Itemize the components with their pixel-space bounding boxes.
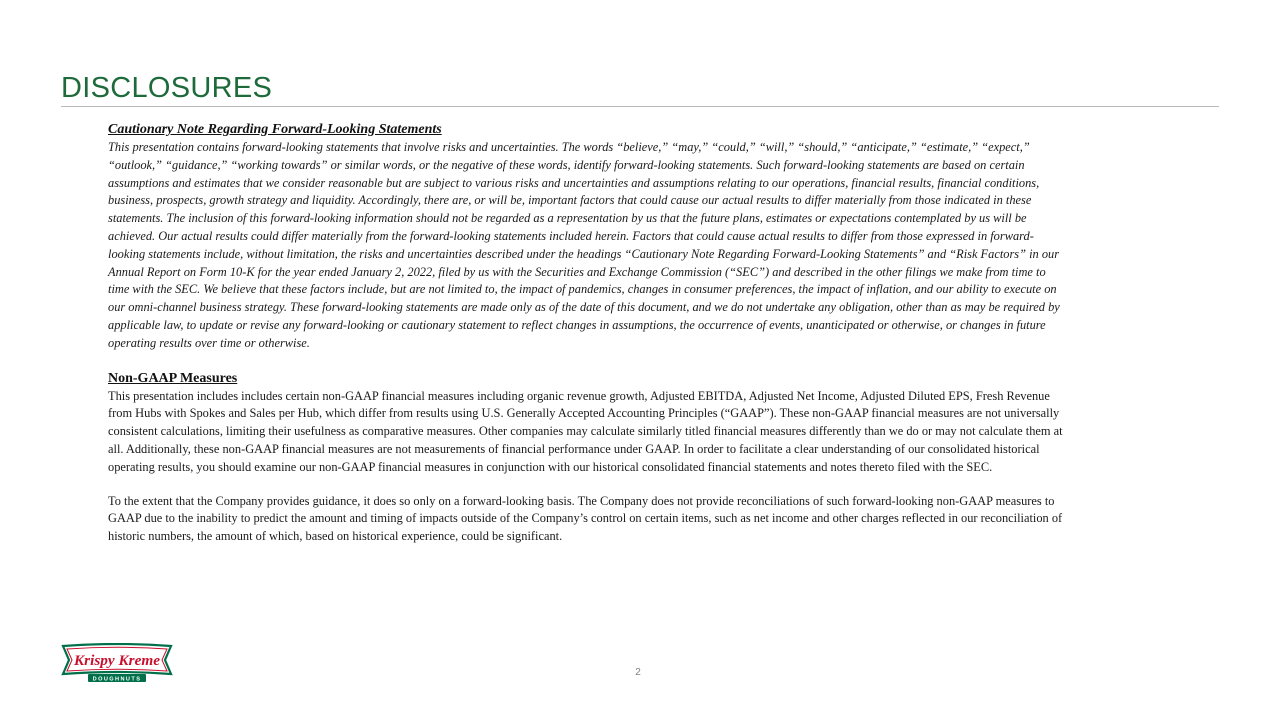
disclosures-content — [108, 121, 1068, 546]
guidance-body: To the extent that the Company provides guidance, it does so only on a forward-looking basis. The Company does not provide reconciliations of such forward-looking non-GAAP measures to GAAP due to the inability to predict the amount and timing of impacts outside of the Company’s control on certain items, such as net income and other charges reflected in our reconciliation of historic numbers, the amount of which, based on historical experience, could be significant. — [108, 493, 1063, 544]
non-gaap-heading: Non-GAAP Measures — [108, 370, 238, 386]
non-gaap-body: This presentation includes includes certain non-GAAP financial measures including organic revenue growth, Adjusted EBITDA, Adjusted Net Income, Adjusted Diluted EPS, Fresh Revenue from Hubs with Spokes and Sales per Hub, which differ from results using U.S. Generally Accepted Accounting Principles (“GAAP”). These non-GAAP financial measures are not universally consistent calculations, limiting their usefulness as comparative measures. Other companies may calculate similarly titled financial measures differently than we do or may not calculate them at all. Additionally, these non-GAAP financial measures are not measurements of financial performance under GAAP. In order to facilitate a clear understanding of our consolidated historical operating results, you should examine our non-GAAP financial measures in conjunction with our historical consolidated financial statements and notes thereto filed with the SEC. — [108, 388, 1063, 474]
paragraph-spacer — [108, 477, 1068, 493]
logo-tagline: DOUGHNUTS — [92, 676, 142, 683]
cautionary-note-heading: Cautionary Note Regarding Forward-Looking Statements — [108, 122, 442, 137]
logo-wordmark: Krispy Kreme — [72, 653, 161, 669]
cautionary-note-body: This presentation contains forward-looking statements that involve risks and uncertainties. The words “believe,” “may,” “could,” “will,” “should,” “anticipate,” “estimate,” “expect,” “outlook,” “guidance,” “working towards” or similar words, or the negative of these words, identify forward-looking statements. Such forward-looking statements are based on certain assumptions and estimates that we consider reasonable but are subject to various risks and uncertainties and assumptions relating to our operations, financial results, financial conditions, business, prospects, growth strategy and liquidity. Accordingly, there are, or will be, important factors that could cause our actual results to differ materially from those indicated in these statements. The inclusion of this forward-looking information should not be regarded as a representation by us that the future plans, estimates or expectations contemplated by us will be achieved. Our actual results could differ materially from the forward-looking statements included herein. Factors that could cause actual results to differ from those expressed in forward-looking statements include, without limitation, the risks and uncertainties described under the headings “Cautionary Note Regarding Forward-Looking Statements” and “Risk Factors” in our Annual Report on Form 10-K for the year ended January 2, 2022, filed by us with the Securities and Exchange Commission (“SEC”) and described in the other filings we make from time to time with the SEC. We believe that these factors include, but are not limited to, the impact of pandemics, changes in consumer preferences, the impact of inflation, and our ability to execute on our omni-channel business strategy. These forward-looking statements are made only as of the date of this document, and we do not undertake any obligation, other than as may be required by applicable law, to update or revise any forward-looking or cautionary statement to reflect changes in assumptions, the occurrence of events, unanticipated or otherwise, or changes in future operating results over time or otherwise. — [108, 140, 1060, 350]
title-divider — [61, 106, 1219, 107]
krispy-kreme-logo — [61, 643, 173, 683]
section-spacer — [108, 353, 1068, 370]
slide-title: DISCLOSURES — [61, 72, 273, 104]
page-number: 2 — [635, 667, 641, 678]
